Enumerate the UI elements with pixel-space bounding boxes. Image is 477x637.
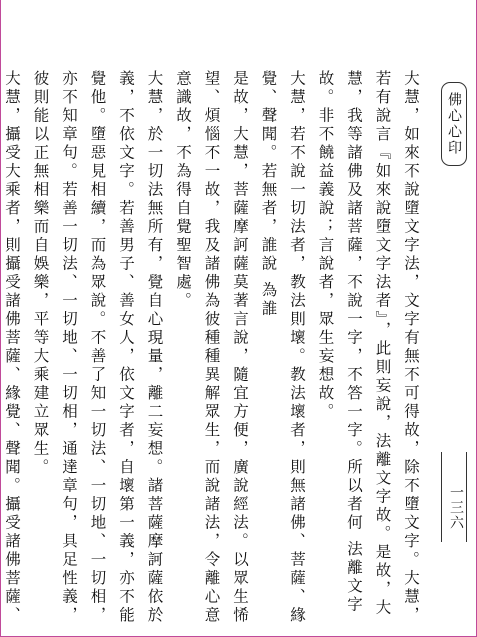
paragraph-4: 大慧，於一切法無所有，覺自心現量，離二妄想。諸菩薩摩訶薩依於義，不依文字。若善男子、善女人，依文字者，自壞第一義，亦不能覺他。墮惡見相續，而為眾說。不善了知一切法、一切地、一切相，亦不知章句。若善一切法、一切地、一切相，通達章句，具足性義，彼則能以正無相樂而自娛樂，平等大乘建立眾生。 [31, 70, 164, 625]
book-title-tab: 佛心心印 [441, 82, 467, 166]
paragraph-3: 是故，大慧，菩薩摩訶薩莫著言說，隨宜方便，廣說經法。以眾生悕望、煩惱不一故，我及諸佛為彼種種異解眾生，而說諸法，令離心意意識故，不為得自覺聖智處。 [174, 70, 249, 625]
page-number: 一三六 [441, 452, 467, 542]
paragraph-1: 大慧，如來不說墮文字法，文字有無不可得故，除不墮文字。大慧，若有說言『如來說墮文字法者』，此則妄說，法離文字故。是故，大慧，我等諸佛及諸菩薩，不說一字，不答一字。所以者何 法離文字故。非不饒益義說；言說者，眾生妄想故。 [316, 70, 420, 625]
scripture-body [3, 38, 425, 630]
paragraph-5: 大慧，攝受大乘者，則攝受諸佛菩薩、緣覺、聲聞。攝受諸佛菩薩、 [3, 70, 21, 625]
paragraph-2: 大慧，若不說一切法者，教法則壞。教法壞者，則無諸佛、菩薩、緣覺、聲聞。若無者，誰說 為誰 [259, 70, 306, 625]
